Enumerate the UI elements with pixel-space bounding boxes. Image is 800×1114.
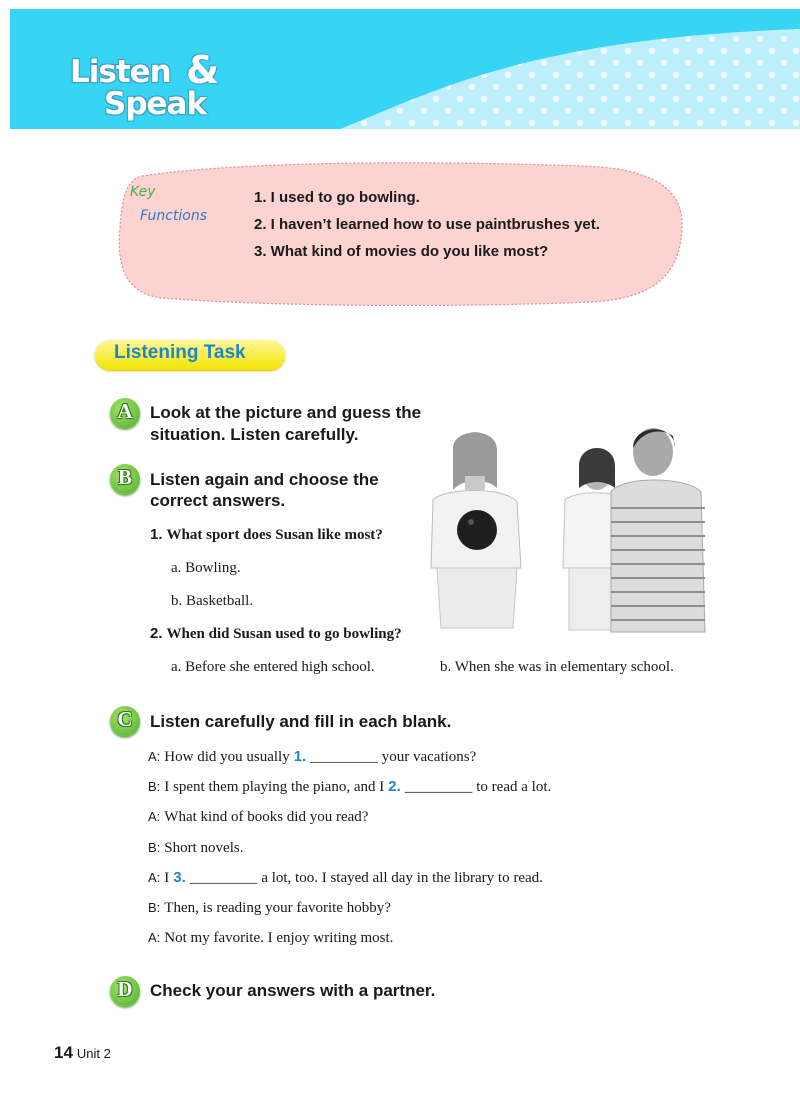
dialogue-line-3 xyxy=(148,808,368,826)
unit-label: Unit 2 xyxy=(76,1046,111,1061)
dialogue-line-5-pre: I xyxy=(164,870,170,886)
question-2-option-b[interactable]: b. When she was in elementary school. xyxy=(440,659,674,675)
key-functions-label-functions: Functions xyxy=(140,208,208,224)
blank-1[interactable]: _________ xyxy=(310,749,378,765)
page-number: 14 xyxy=(54,1043,73,1062)
dialogue-line-6-text: Then, is reading your favorite hobby? xyxy=(164,900,391,916)
dialogue-line-1-post: your vacations? xyxy=(381,749,477,765)
section-c-letter: C xyxy=(117,707,133,731)
question-1-option-a[interactable]: a. Bowling. xyxy=(171,560,241,576)
listening-task-title: Listening Task xyxy=(114,342,246,363)
question-1-option-b[interactable]: b. Basketball. xyxy=(171,593,254,609)
question-2-number: 2. xyxy=(150,625,163,642)
blank-3[interactable]: _________ xyxy=(189,870,258,886)
page-footer xyxy=(54,1043,111,1063)
key-functions-label-key: Key xyxy=(130,184,156,200)
section-a-letter: A xyxy=(117,399,133,423)
dialogue-line-6 xyxy=(148,899,391,917)
dialogue-line-7 xyxy=(148,929,393,947)
dialogue-line-3-text: What kind of books did you read? xyxy=(164,809,369,825)
question-1 xyxy=(150,526,383,544)
dialogue-line-7-speaker: A: xyxy=(148,930,161,945)
question-2-text: When did Susan used to go bowling? xyxy=(166,626,402,642)
section-b-instruction-line1: Listen again and choose the xyxy=(150,470,379,489)
photo-girl-with-ball xyxy=(431,432,521,628)
section-d-instruction: Check your answers with a partner. xyxy=(150,981,436,1000)
dialogue-line-2-pre: I spent them playing the piano, and I xyxy=(164,779,385,795)
question-1-text: What sport does Susan like most? xyxy=(166,527,383,543)
blank-3-number: 3. xyxy=(173,869,186,886)
dialogue-line-6-speaker: B: xyxy=(148,900,161,915)
section-b-instruction-line2: correct answers. xyxy=(150,491,286,510)
dialogue-line-2 xyxy=(148,778,551,796)
section-a-instruction-line1: Look at the picture and guess the xyxy=(150,403,422,422)
dialogue-line-1-pre: How did you usually xyxy=(164,749,290,765)
dialogue-line-3-speaker: A: xyxy=(148,809,161,824)
section-c-instruction: Listen carefully and fill in each blank. xyxy=(150,712,452,731)
blank-2[interactable]: _________ xyxy=(404,779,473,795)
dialogue-line-5-speaker: A: xyxy=(148,870,161,885)
dialogue-line-5-post: a lot, too. I stayed all day in the library to read. xyxy=(261,870,543,886)
section-b-letter: B xyxy=(117,465,132,489)
question-2 xyxy=(150,625,402,643)
page-title-speak: Speak xyxy=(104,86,207,122)
section-d-letter: D xyxy=(117,977,133,1001)
dialogue-line-5 xyxy=(148,869,543,887)
dialogue-line-2-speaker: B: xyxy=(148,779,161,794)
section-a-instruction-line2: situation. Listen carefully. xyxy=(150,425,359,444)
page-title-ampersand: & xyxy=(186,48,220,92)
dialogue-line-4 xyxy=(148,839,243,857)
photo-illustration xyxy=(425,418,715,640)
dialogue-line-4-speaker: B: xyxy=(148,840,161,855)
photo-students-bowling xyxy=(425,418,715,640)
page-title-listen: Listen xyxy=(70,54,171,90)
key-function-item-1: 1. I used to go bowling. xyxy=(254,189,420,206)
key-function-item-2: 2. I haven’t learned how to use paintbrushes yet. xyxy=(254,216,600,233)
photo-boy-striped-shirt xyxy=(611,428,705,632)
blank-1-number: 1. xyxy=(293,748,307,765)
blank-2-number: 2. xyxy=(388,778,401,795)
question-1-number: 1. xyxy=(150,526,163,543)
key-function-item-3: 3. What kind of movies do you like most? xyxy=(254,243,549,260)
dialogue-line-1 xyxy=(148,748,476,766)
question-2-option-a[interactable]: a. Before she entered high school. xyxy=(171,659,375,675)
dialogue-line-4-text: Short novels. xyxy=(164,840,244,856)
dialogue-line-7-text: Not my favorite. I enjoy writing most. xyxy=(164,930,394,946)
dialogue-line-1-speaker: A: xyxy=(148,749,161,764)
dialogue-line-2-post: to read a lot. xyxy=(476,779,552,795)
